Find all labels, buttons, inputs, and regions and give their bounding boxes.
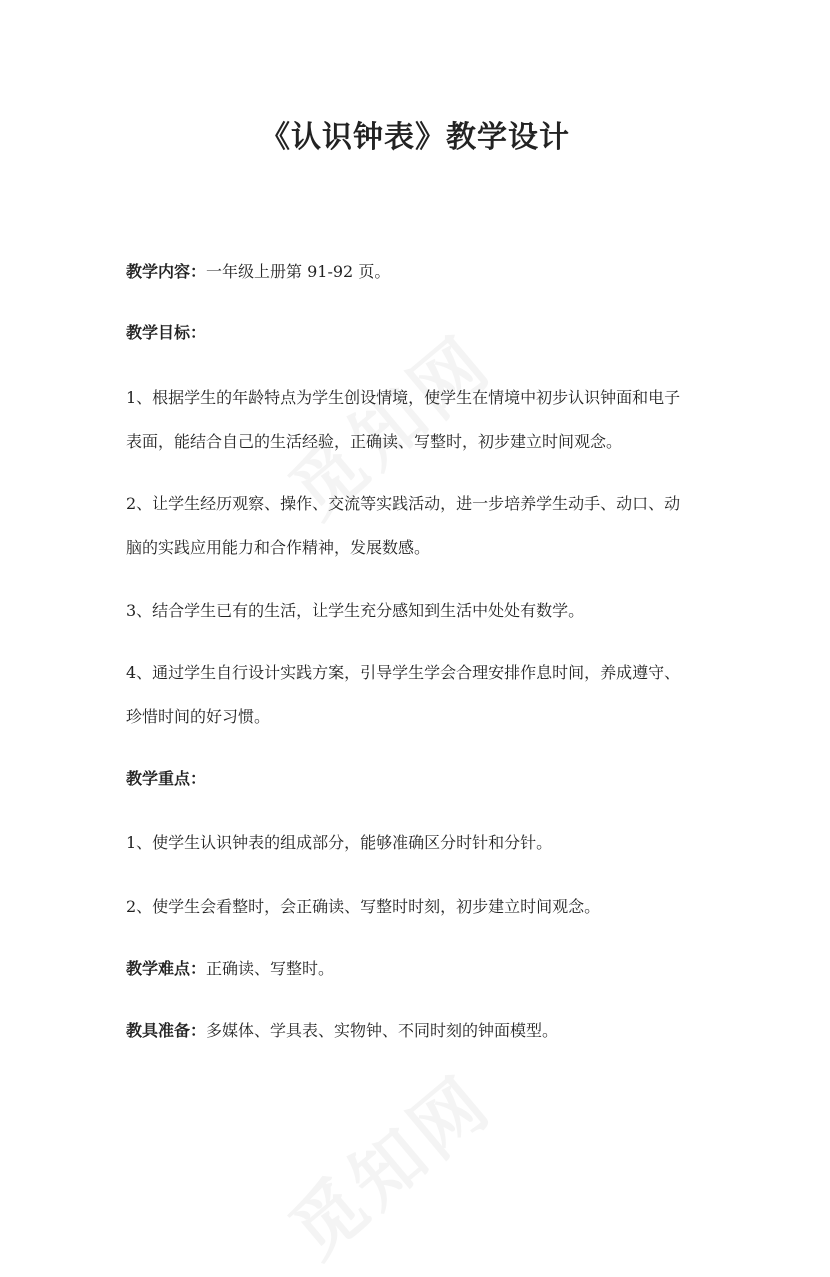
goal-2-line-1: 2、让学生经历观察、操作、交流等实践活动，进一步培养学生动手、动口、动 [126, 494, 681, 513]
key-points-label: 教学重点： [126, 769, 207, 788]
teaching-materials-label: 教具准备： [126, 1021, 207, 1040]
goal-1-line-1: 1、根据学生的年龄特点为学生创设情境，使学生在情境中初步认识钟面和电子 [126, 388, 681, 407]
key-point-2: 2、使学生会看整时，会正确读、写整时时刻，初步建立时间观念。 [126, 897, 601, 916]
teaching-content-text: 一年级上册第 91-92 页。 [206, 262, 391, 281]
document-title: 《认识钟表》教学设计 [260, 120, 570, 155]
teaching-content-label: 教学内容： [126, 262, 207, 281]
goal-2-line-2: 脑的实践应用能力和合作精神，发展数感。 [126, 538, 431, 557]
teaching-materials [126, 1021, 726, 1041]
teaching-content [126, 262, 726, 282]
key-point-1: 1、使学生认识钟表的组成部分，能够准确区分时针和分针。 [126, 833, 553, 852]
goal-1-line-2: 表面，能结合自己的生活经验，正确读、写整时，初步建立时间观念。 [126, 432, 623, 451]
teaching-materials-text: 多媒体、学具表、实物钟、不同时刻的钟面模型。 [206, 1021, 559, 1040]
teaching-difficulty-label: 教学难点： [126, 959, 207, 978]
goal-3-line-1: 3、结合学生已有的生活，让学生充分感知到生活中处处有数学。 [126, 601, 585, 620]
teaching-goals-label: 教学目标： [126, 323, 207, 342]
watermark [264, 1047, 510, 1277]
goal-4-line-2: 珍惜时间的好习惯。 [126, 707, 271, 726]
goal-4-line-1: 4、通过学生自行设计实践方案，引导学生学会合理安排作息时间，养成遵守、 [126, 663, 681, 682]
teaching-difficulty [126, 959, 726, 979]
teaching-difficulty-text: 正确读、写整时。 [206, 959, 335, 978]
